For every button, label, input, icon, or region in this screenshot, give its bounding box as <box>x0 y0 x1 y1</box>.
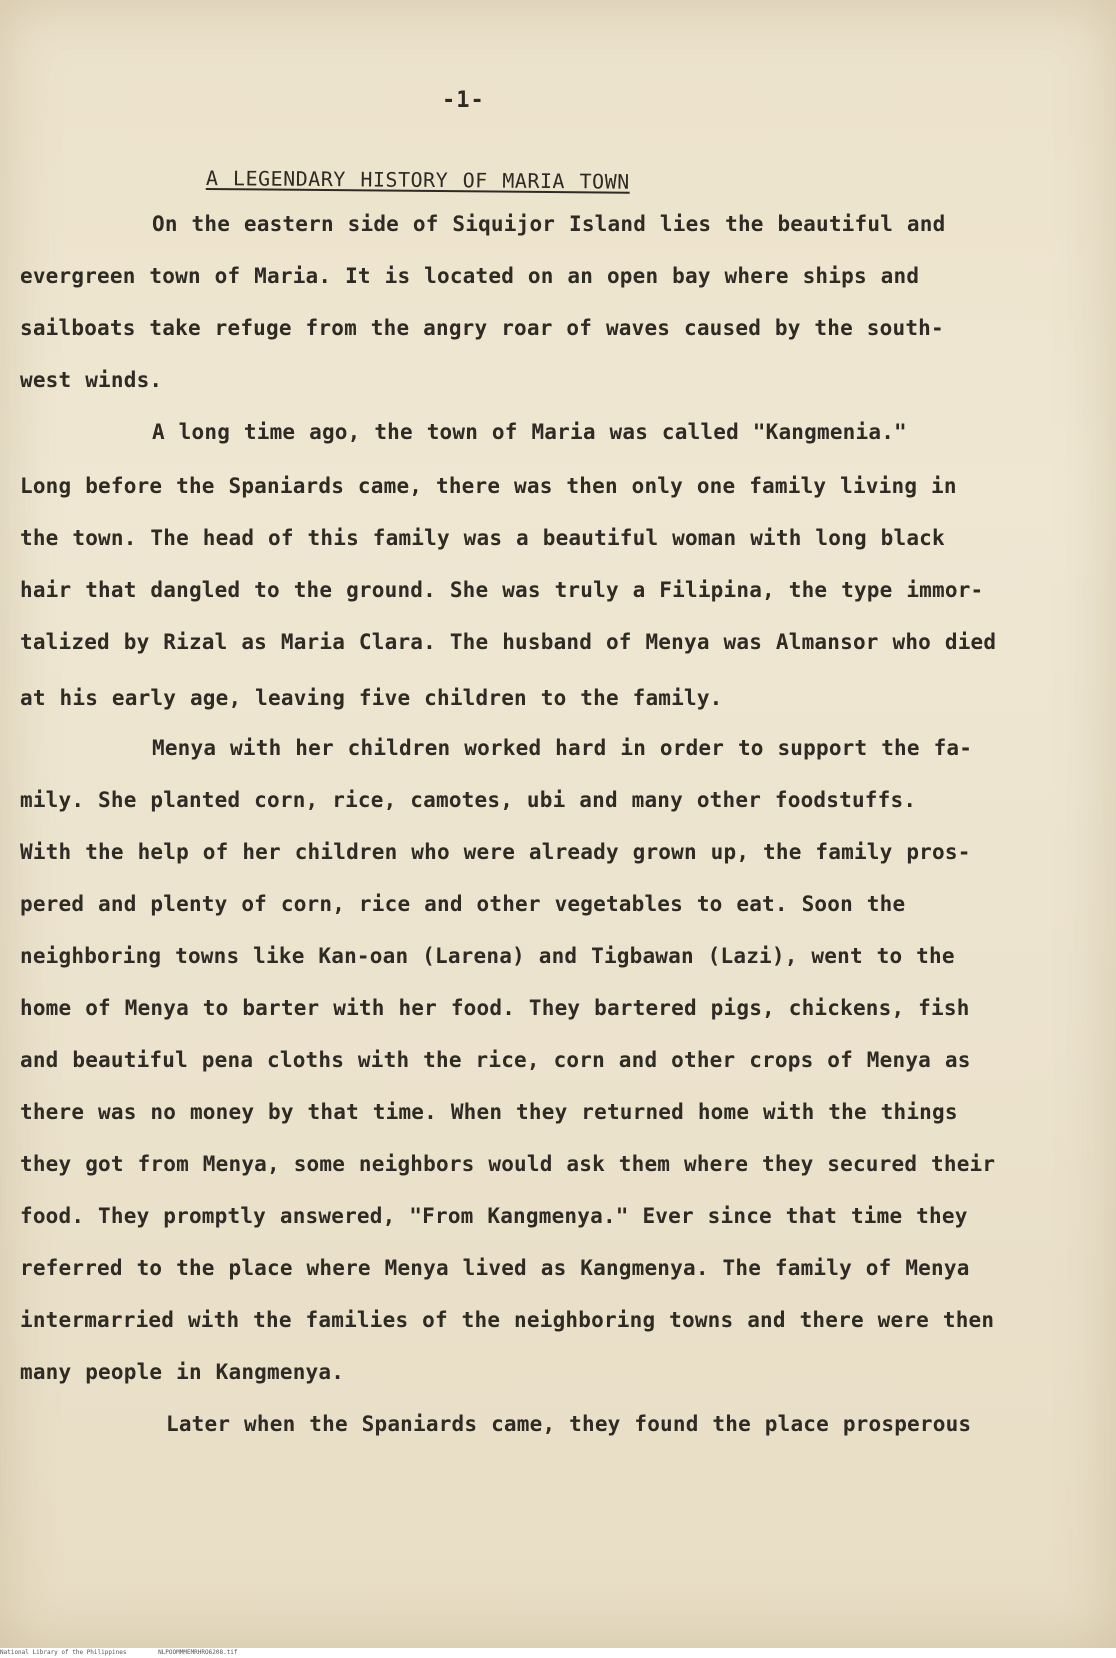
text-line: hair that dangled to the ground. She was truly a Filipina, the type immor- <box>20 578 984 602</box>
text-line: talized by Rizal as Maria Clara. The husband of Menya was Almansor who died <box>20 630 997 654</box>
text-line: sailboats take refuge from the angry roar of waves caused by the south- <box>20 316 944 340</box>
text-line: mily. She planted corn, rice, camotes, ubi and many other foodstuffs. <box>20 788 917 812</box>
text-line: intermarried with the families of the neighboring towns and there were then <box>20 1308 995 1332</box>
text-line: On the eastern side of Siquijor Island lies the beautiful and <box>152 212 946 236</box>
text-line: neighboring towns like Kan-oan (Larena) and Tigbawan (Lazi), went to the <box>20 944 955 968</box>
text-line: home of Menya to barter with her food. They bartered pigs, chickens, fish <box>20 996 970 1020</box>
document-title: A LEGENDARY HISTORY OF MARIA TOWN <box>205 166 630 194</box>
text-line: they got from Menya, some neighbors would ask them where they secured their <box>20 1152 996 1176</box>
text-line: west winds. <box>20 368 163 392</box>
text-line: pered and plenty of corn, rice and other vegetables to eat. Soon the <box>20 892 906 916</box>
text-line: evergreen town of Maria. It is located on an open bay where ships and <box>20 264 920 288</box>
text-line: at his early age, leaving five children to the family. <box>20 686 723 710</box>
page-number: -1- <box>442 88 485 113</box>
text-line: many people in Kangmenya. <box>20 1360 345 1384</box>
footer-library: National Library of the Philippines <box>0 1649 127 1656</box>
text-line: Later when the Spaniards came, they found the place prosperous <box>166 1412 972 1436</box>
text-line: food. They promptly answered, "From Kangmenya." Ever since that time they <box>20 1204 968 1228</box>
text-line: Menya with her children worked hard in order to support the fa- <box>152 736 973 760</box>
text-line: the town. The head of this family was a beautiful woman with long black <box>20 526 945 550</box>
text-line: Long before the Spaniards came, there was then only one family living in <box>20 474 957 498</box>
text-line: there was no money by that time. When they returned home with the things <box>20 1100 958 1124</box>
text-line: referred to the place where Menya lived as Kangmenya. The family of Menya <box>20 1256 970 1280</box>
footer-file-name: NLPOOMMMEMRHRO6208.tif <box>158 1649 238 1656</box>
text-line: and beautiful pena cloths with the rice, corn and other crops of Menya as <box>20 1048 971 1072</box>
text-line: With the help of her children who were already grown up, the family pros- <box>20 840 971 864</box>
scan-footer <box>0 1648 238 1658</box>
text-line: A long time ago, the town of Maria was called "Kangmenia." <box>152 420 907 444</box>
